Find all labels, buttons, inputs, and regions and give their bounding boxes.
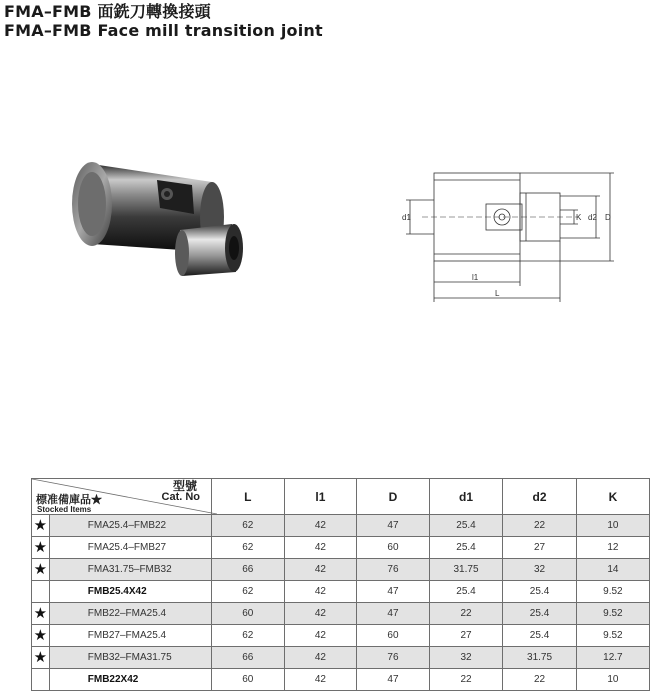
- cell-d2: 31.75: [503, 647, 577, 669]
- cell-d1: 25.4: [429, 537, 503, 559]
- cell-l1: 42: [284, 669, 357, 691]
- stocked-star-icon: [32, 581, 50, 603]
- stocked-star-icon: ★: [32, 603, 50, 625]
- cell-l1: 42: [284, 537, 357, 559]
- cell-d: 60: [357, 537, 430, 559]
- cell-k: 12.7: [576, 647, 649, 669]
- dim-label-d1: d1: [402, 213, 411, 222]
- stocked-star-icon: ★: [32, 515, 50, 537]
- cell-l: 60: [212, 669, 285, 691]
- cell-d2: 27: [503, 537, 577, 559]
- dim-label-k: K: [576, 213, 582, 222]
- cat-no-cell: FMB22–FMA25.4: [49, 603, 211, 625]
- cell-d2: 25.4: [503, 625, 577, 647]
- cell-d: 76: [357, 559, 430, 581]
- stocked-star-icon: ★: [32, 625, 50, 647]
- header-col-k: K: [576, 479, 649, 515]
- stocked-star-icon: [32, 669, 50, 691]
- cell-l1: 42: [284, 647, 357, 669]
- header-stocked-zh: 標准備庫品★: [36, 494, 102, 506]
- cell-d: 76: [357, 647, 430, 669]
- table-header-row: [32, 479, 650, 515]
- cell-l1: 42: [284, 515, 357, 537]
- cell-l1: 42: [284, 603, 357, 625]
- cell-d2: 22: [503, 515, 577, 537]
- cell-k: 12: [576, 537, 649, 559]
- cell-k: 9.52: [576, 603, 649, 625]
- cell-d2: 22: [503, 669, 577, 691]
- cell-k: 9.52: [576, 625, 649, 647]
- cell-k: 10: [576, 669, 649, 691]
- cat-no-cell: FMB25.4X42: [49, 581, 211, 603]
- table-row: [32, 625, 650, 647]
- cell-d: 47: [357, 603, 430, 625]
- cell-l: 62: [212, 537, 285, 559]
- cell-k: 14: [576, 559, 649, 581]
- table-row: [32, 559, 650, 581]
- cell-l: 62: [212, 581, 285, 603]
- cell-d: 47: [357, 669, 430, 691]
- header-model-zh: 型號: [173, 479, 198, 493]
- cell-d1: 22: [429, 603, 503, 625]
- cell-l1: 42: [284, 559, 357, 581]
- technical-drawing: [400, 160, 620, 310]
- cell-d2: 32: [503, 559, 577, 581]
- table-row: [32, 537, 650, 559]
- cell-l: 60: [212, 603, 285, 625]
- table-row: [32, 581, 650, 603]
- product-photo: [62, 152, 252, 282]
- cell-l: 66: [212, 559, 285, 581]
- cell-l: 62: [212, 625, 285, 647]
- header-col-l: L: [212, 479, 285, 515]
- cell-d1: 32: [429, 647, 503, 669]
- dim-label-l1: l1: [472, 273, 479, 282]
- cell-l: 62: [212, 515, 285, 537]
- cat-no-cell: FMB27–FMA25.4: [49, 625, 211, 647]
- cat-no-cell: FMA31.75–FMB32: [49, 559, 211, 581]
- spec-table: [31, 478, 650, 691]
- cat-no-cell: FMA25.4–FMB22: [49, 515, 211, 537]
- table-row: [32, 603, 650, 625]
- stocked-star-icon: ★: [32, 537, 50, 559]
- header-cat-no: Cat. No: [161, 491, 201, 503]
- cell-d: 47: [357, 515, 430, 537]
- cell-d2: 25.4: [503, 603, 577, 625]
- cell-d1: 27: [429, 625, 503, 647]
- stocked-star-icon: ★: [32, 559, 50, 581]
- cat-no-cell: FMB32–FMA31.75: [49, 647, 211, 669]
- header-cat-no-cell: [32, 479, 212, 515]
- cell-k: 10: [576, 515, 649, 537]
- cell-k: 9.52: [576, 581, 649, 603]
- stocked-star-icon: ★: [32, 647, 50, 669]
- title-block: [4, 2, 323, 40]
- cell-d1: 31.75: [429, 559, 503, 581]
- header-stocked-en: Stocked Items: [37, 505, 92, 514]
- dim-label-d: D: [605, 213, 611, 222]
- title-english: FMA–FMB Face mill transition joint: [4, 21, 323, 40]
- cell-l1: 42: [284, 625, 357, 647]
- cat-no-cell: FMB22X42: [49, 669, 211, 691]
- header-col-d1: d1: [429, 479, 503, 515]
- cell-d: 47: [357, 581, 430, 603]
- header-col-d: D: [357, 479, 430, 515]
- table-row: [32, 647, 650, 669]
- header-col-d2: d2: [503, 479, 577, 515]
- title-chinese: FMA–FMB 面銑刀轉換接頭: [4, 2, 211, 21]
- cell-d2: 25.4: [503, 581, 577, 603]
- dim-label-d2: d2: [588, 213, 597, 222]
- cell-l: 66: [212, 647, 285, 669]
- cat-no-cell: FMA25.4–FMB27: [49, 537, 211, 559]
- table-row: [32, 515, 650, 537]
- cell-d1: 25.4: [429, 515, 503, 537]
- dim-label-l: L: [495, 289, 500, 298]
- header-col-l1: l1: [284, 479, 357, 515]
- table-row: [32, 669, 650, 691]
- cell-d: 60: [357, 625, 430, 647]
- cell-d1: 22: [429, 669, 503, 691]
- cell-d1: 25.4: [429, 581, 503, 603]
- cell-l1: 42: [284, 581, 357, 603]
